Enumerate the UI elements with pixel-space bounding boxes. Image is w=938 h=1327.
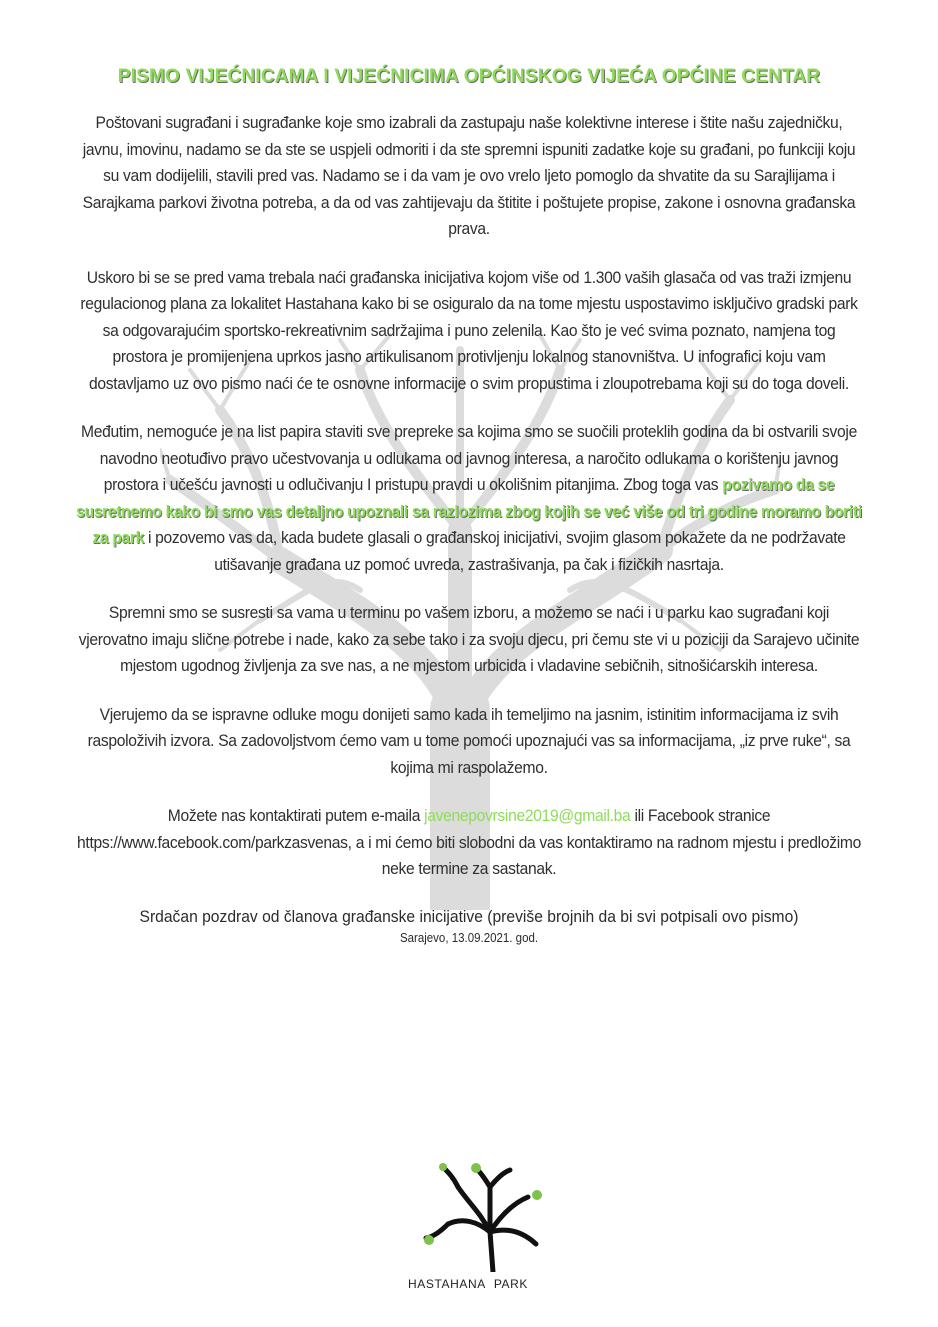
paragraph-3-intro: Međutim, nemoguće je na list papira staviti sve prepreke sa kojima smo se suočili proteklih godina da bi ostvarili svoje navodno neotuđivo pravo učestvovanja u odlukama od javnog interesa, a naročito odlukama o korištenju javnog prostora i učešću javnosti u odlučivanju I pristupu pravdi u okolišnim pitanjima. Zbog toga vas [81, 422, 857, 494]
paragraph-2: Uskoro bi se se pred vama trebala naći građanska inicijativa kojom više od 1.300 vaših glasača od vas traži izmjenu regulacionog plana za lokalitet Hastahana kako bi se osiguralo da na tome mjestu uspostavimo isključivo gradski park sa odgovarajućim sportsko-rekreativnim sadržajima i puno zelenila. Kao što je već svima poznato, namjena tog prostora je promijenjena uprkos jasno artikulisanom protivljenju lokalnog stanovništva. U infografici koju vam dostavljamo uz ovo pismo naći će te osnovne informacije o svim propustima i zloupotrebama koji su do toga doveli. [80, 267, 858, 393]
paragraph-4: Spremni smo se susresti sa vama u terminu po vašem izboru, a možemo se naći i u parku kao sugrađani koji vjerovatno imaju slične potrebe i nade, kako za sebe tako i za svoju djecu, pri čemu ste vi u poziciji da Sarajevo učinite mjestom ugodnog življenja za sve nas, a ne mjestom urbicida i vladavine sebičnih, sitnošićarskih interesa. [78, 603, 860, 675]
logo-word-left: HASTAHANA [407, 1277, 486, 1291]
signoff: Srdačan pozdrav od članova građanske inicijative (previše brojnih da bi svi potpisali ovo pismo) [139, 906, 799, 926]
paragraph-1: Poštovani sugrađani i sugrađanke koje smo izabrali da zastupaju naše kolektivne interese i štite našu zajedničku, javnu, imovinu, nadamo se da ste se uspjeli odmoriti i da ste spremni ispuniti zadatke koje su građani, po funkciji koju su vam dodijelili, stavili pred vas. Nadamo se i da vam je ovo vrelo ljeto pomoglo da shvatite da su Sarajlijama i Sarajkama parkovi životna potreba, a da od vas zahtijevaju da štitite i poštujete propise, zakone i osnovna građanska prava. [82, 113, 856, 238]
paragraph-6-intro: Možete nas kontaktirati putem e-maila [167, 806, 425, 825]
paragraph-3-highlight: pozivamo da se susretnemo kako bi smo vas detaljno upoznali sa razlozima zbog kojih se već više od tri godine moramo boriti za park [76, 475, 862, 547]
letter-body [40, 66, 898, 947]
logo-wordmark [378, 1277, 558, 1291]
letter-title: PISMO VIJEĆNICAMA I VIJEĆNICIMA OPĆINSKOG VIJEĆA OPĆINE CENTAR [117, 66, 821, 87]
logo-word-right: PARK [493, 1277, 529, 1291]
paragraph-3-rest: i pozovemo vas da, kada budete glasali o građanskoj inicijativi, svojim glasom pokažete da ne podržavate utišavanje građana uz pomoć uvreda, zastrašivanja, pa čak i fizičkih nasrtaja. [143, 528, 846, 574]
paragraph-3 [74, 419, 863, 578]
paragraph-6 [74, 803, 863, 883]
tree-logo-icon [418, 1162, 548, 1272]
paragraph-6-rest: ili Facebook stranice https://www.facebook.com/parkzasvenas, a i mi ćemo biti slobodni da vas kontaktiramo na radnom mjestu i predložimo neke termine za sastanak. [77, 806, 861, 878]
paragraph-5: Vjerujemo da se ispravne odluke mogu donijeti samo kada ih temeljimo na jasnim, istinitim informacijama iz svih raspoloživih izvora. Sa zadovoljstvom ćemo vam u tome pomoći upoznajući vas sa informacijama, „iz prve ruke“, sa kojima mi raspolažemo. [87, 704, 851, 777]
letter-date: Sarajevo, 13.09.2021. god. [399, 930, 539, 945]
contact-email-link[interactable]: javenepovrsine2019@gmail.ba [424, 806, 631, 825]
